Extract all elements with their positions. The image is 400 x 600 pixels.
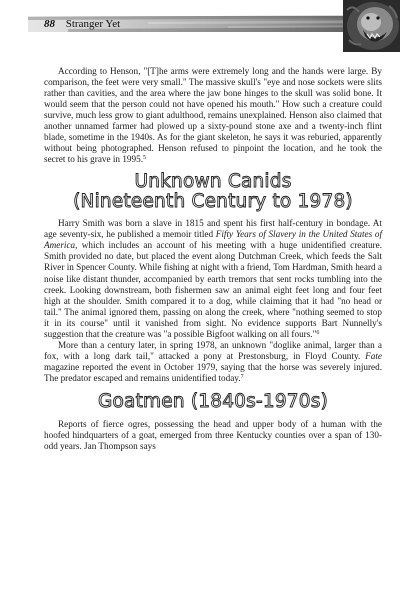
section-heading-line2: (Nineteenth Century to 1978) <box>73 190 353 212</box>
paragraph: Harry Smith was born a slave in 1815 and spent his first half-century in bondage. At age seventy-six, he published a memoir titled Fifty Years of Slavery in the United States of America, which includes an account of his meeting with a huge unidentified creature. Smith provided no date, but placed the event along Dutchman Creek, which feeds the Salt River in Spencer County. While fishing at night with a friend, Tom Hardman, Smith heard a noise like distant thunder, accompanied by earth tremors that sent rocks tumbling into the creek. Looking downstream, both fishermen saw an animal eight feet long and four feet high at the shoulder. Smith compared it to a dog, while claiming that it had "no head or tail." The animal ignored them, passing on along the creek, where "nothing seemed to stop it in its course" until it vanished from sight. No evidence supports Bart Nunnelly's suggestion that the creature was "a possible Bigfoot walking on all fours."$^6$ <box>44 218 382 339</box>
paragraph: More than a century later, in spring 1978, an unknown "doglike animal, larger than a fox, with a long dark tail," attacked a pony at Prestonsburg, in Floyd County. Fate magazine reported the event in October 1979, saying that the horse was severely injured. The predator escaped and remains unidentified today.$^7$ <box>44 339 382 383</box>
running-title: Stranger Yet <box>65 18 121 30</box>
footnote-marker: 6 <box>316 329 320 336</box>
section-heading-line1: Unknown Canids <box>134 171 292 193</box>
paragraph: According to Henson, "[T]he arms were extremely long and the hands were large. By comparison, the feet were very small." The massive skull's "eye and nose sockets were slits rather than cavities, and the area where the jaw bone hinges to the skull was solid bone. It would seem that the person could not have opened his mouth." How such a creature could survive, much less grow to giant adulthood, remains unexplained. Henson also claimed that another unnamed farmer had plowed up a sixty-pound stone axe and a twenty-inch flint blade, sometime in the 1940s. As for the giant skeleton, he says it was reburied, apparently without being photographed. Henson refused to pinpoint the location, and he took the secret to his grave in 1995.$^5$ <box>44 66 382 165</box>
paragraph: Reports of fierce ogres, possessing the head and upper body of a human with the hoofed hindquarters of a goat, emerged from three Kentucky counties over a span of 130-odd years. Jan Thompson says <box>44 419 382 452</box>
section-heading: Goatmen (1840s-1970s) <box>97 390 328 412</box>
page-header <box>0 0 400 40</box>
lion-head-icon <box>343 0 400 52</box>
footnote-marker: 7 <box>240 373 244 380</box>
magazine-title: Fate <box>365 350 382 361</box>
book-title: Fifty Years of Slavery in the United States of America <box>44 229 382 251</box>
page-number: 88 <box>44 18 55 30</box>
header-text <box>44 18 120 30</box>
footnote-marker: 5 <box>143 155 146 162</box>
body-text <box>44 66 382 453</box>
